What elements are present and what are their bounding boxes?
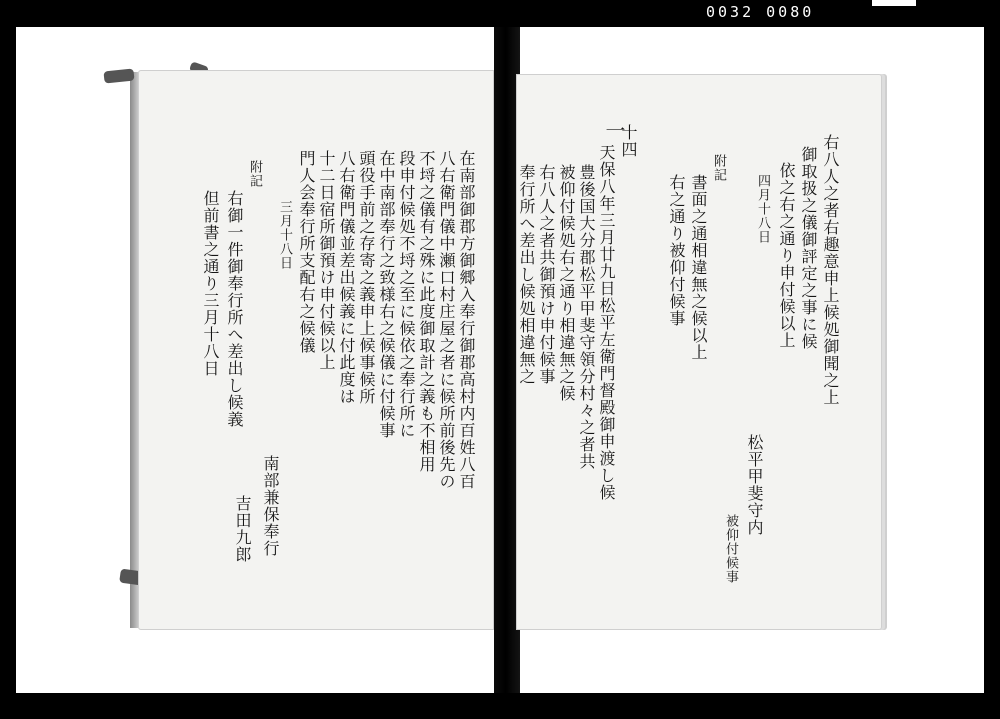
left-col-6: 頭役手前之存寄之義申上候事候所	[357, 150, 376, 405]
left-col-5: 在中南部奉行之致様右之候儀に付候事	[377, 150, 396, 439]
left-page	[138, 70, 494, 630]
right-signature-2: 被仰付候事	[723, 514, 738, 584]
right-signature: 松平甲斐守内	[745, 434, 764, 536]
right-note-label: 附記	[711, 154, 726, 182]
left-col-9: 門人会奉行所支配右之候儀	[297, 150, 316, 354]
left-note-label: 附記	[247, 160, 262, 188]
right-top-col-2: 御取扱之儀御評定之事に候	[799, 146, 818, 350]
right-entry-col-4: 右八人之者共御預け申付候事	[537, 164, 556, 385]
left-col-3: 不埒之儀有之殊に此度御取計之義も不相用	[417, 150, 436, 473]
corner-tab	[872, 0, 916, 6]
left-signature-2: 吉田九郎	[233, 495, 252, 563]
left-col-4: 段申付候処不埒之至に候依之奉行所に	[397, 150, 416, 439]
right-top-col-3: 依之右之通り申付候以上	[777, 162, 796, 349]
right-entry-col-5: 奉行所へ差出し候処相違無之	[517, 164, 536, 385]
frame-number: 0032 0080	[706, 3, 815, 21]
right-date-small: 四月十八日	[755, 174, 770, 244]
left-note-col-2: 但前書之通り三月十八日	[201, 190, 220, 377]
right-entry-col-3: 被仰付候処右之通り相違無之候	[557, 164, 576, 402]
right-entry-number: 十四	[619, 124, 638, 158]
left-note-col-1: 右御一件御奉行所へ差出し候義	[225, 190, 244, 428]
left-col-date: 三月十八日	[277, 200, 292, 270]
left-col-8: 十二日宿所御預け申付候以上	[317, 150, 336, 371]
left-col-1: 在南部御郡方御郷入奉行御郡高村内百姓八百	[457, 150, 476, 490]
right-entry-mark: 一	[602, 120, 626, 141]
right-page	[516, 74, 882, 630]
right-entry-col-1: 天保八年三月廿九日松平左衛門督殿御申渡し候	[597, 144, 616, 501]
right-entry-col-2: 豊後国大分郡松平甲斐守領分村々之者共	[577, 164, 596, 470]
right-note-col-2: 右之通り被仰付候事	[667, 174, 686, 327]
left-signature-1: 南部兼保奉行	[261, 455, 280, 557]
right-top-col-1: 右八人之者右趣意申上候処御聞之上	[821, 134, 840, 406]
left-col-2: 八右衛門儀中瀬口村庄屋之者に候所前後先の	[437, 150, 456, 490]
left-col-7: 八右衛門儀並差出候義に付此度は	[337, 150, 356, 405]
right-note-col-1: 書面之通相違無之候以上	[689, 174, 708, 361]
